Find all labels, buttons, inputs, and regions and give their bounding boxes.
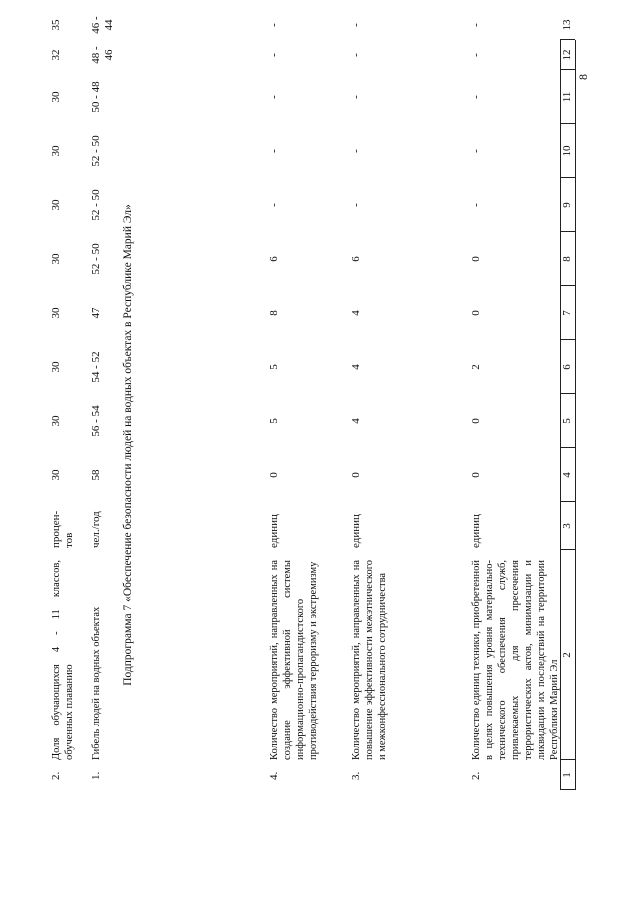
rotated-document-page <box>20 10 620 880</box>
row-value: - <box>350 203 362 207</box>
page-number: 8 <box>576 74 590 80</box>
row-value: 52 - 50 <box>90 135 102 167</box>
row-value: 0 <box>470 310 482 316</box>
row-value: 52 - 50 <box>90 243 102 275</box>
row-value: 30 <box>50 307 62 319</box>
row-value: 0 <box>470 256 482 262</box>
row-value: 8 <box>268 310 280 316</box>
row-value: - <box>470 23 482 27</box>
row-value: 30 <box>50 91 62 103</box>
col-divider <box>560 285 575 286</box>
col-divider <box>560 393 575 394</box>
row-unit: единиц <box>268 514 280 548</box>
row-value: - <box>470 95 482 99</box>
col-divider <box>560 177 575 178</box>
col-divider <box>560 447 575 448</box>
row-description: Гибель людей на водных объектах <box>91 606 102 760</box>
row-value: 5 <box>268 418 280 424</box>
column-header-10: 10 <box>561 145 573 157</box>
row-value: - <box>470 149 482 153</box>
row-value: - <box>470 203 482 207</box>
column-header-5: 5 <box>561 418 573 424</box>
row-value: 58 <box>90 469 102 481</box>
row-value: 46 - 44 <box>90 16 115 34</box>
row-value: - <box>268 53 280 57</box>
row-value: 4 <box>350 364 362 370</box>
col-divider <box>560 69 575 70</box>
row-value: 56 - 54 <box>90 405 102 437</box>
row-value: - <box>350 53 362 57</box>
col-divider <box>560 39 575 40</box>
row-unit: единиц <box>470 514 482 548</box>
row-value: 30 <box>50 415 62 427</box>
column-header-4: 4 <box>561 472 573 478</box>
row-value: 48 - 46 <box>90 46 115 64</box>
column-header-3: 3 <box>561 523 573 529</box>
column-header-6: 6 <box>561 364 573 370</box>
subprogram-title: Подпрограмма 7 «Обеспечение безопасности людей на водных объектах в Республике Марий Эл» <box>122 204 134 686</box>
row-unit: чел./год <box>90 511 102 548</box>
row-value: 2 <box>470 364 482 370</box>
row-value: 6 <box>350 256 362 262</box>
row-value: - <box>268 149 280 153</box>
column-header-2: 2 <box>561 652 573 658</box>
row-value: 30 <box>50 199 62 211</box>
row-unit: процен-тов <box>50 510 75 548</box>
row-value: 30 <box>50 469 62 481</box>
row-unit: единиц <box>350 514 362 548</box>
row-value: - <box>268 23 280 27</box>
row-value: 0 <box>268 472 280 478</box>
row-value: 4 <box>350 310 362 316</box>
row-value: 35 <box>50 19 62 31</box>
col-divider <box>560 549 575 550</box>
row-value: 5 <box>268 364 280 370</box>
row-number: 1. <box>90 771 102 780</box>
column-header-9: 9 <box>561 202 573 208</box>
row-value: - <box>350 149 362 153</box>
column-header-11: 11 <box>561 91 573 103</box>
row-value: 54 - 52 <box>90 351 102 383</box>
row-number: 2. <box>50 771 62 780</box>
row-value: - <box>268 203 280 207</box>
col-divider <box>560 231 575 232</box>
row-value: 30 <box>50 145 62 157</box>
row-description: Количество единиц техники, приобретенной в целях повышения уровня материально-технического обеспечения служб, привлекаемых для пресечения террористических актов, минимизации и ликвидации их последствий на территории Республики Марий Эл <box>471 560 560 760</box>
column-header-13: 13 <box>561 19 573 31</box>
row-value: 30 <box>50 361 62 373</box>
row-value: 52 - 50 <box>90 189 102 221</box>
row-value: 30 <box>50 253 62 265</box>
row-value: 4 <box>350 418 362 424</box>
column-header-1: 1 <box>561 772 573 778</box>
table-header-bottom-border <box>575 40 576 790</box>
row-value: 47 <box>90 307 102 319</box>
col-divider <box>560 123 575 124</box>
row-value: 0 <box>350 472 362 478</box>
row-value: 6 <box>268 256 280 262</box>
row-value: - <box>268 95 280 99</box>
row-description: Количество мероприятий, направленных на создание эффективной системы информационно-пропагандистского противодействия терроризму и экстремизму <box>269 560 319 760</box>
row-number: 4. <box>268 771 280 780</box>
column-header-8: 8 <box>561 256 573 262</box>
row-description: Количество мероприятий, направленных на повышение эффективности межэтнического и межконфессионального сотрудничества <box>351 560 388 760</box>
row-number: 3. <box>350 771 362 780</box>
row-value: - <box>470 53 482 57</box>
col-divider <box>560 501 575 502</box>
column-header-7: 7 <box>561 310 573 316</box>
column-header-12: 12 <box>561 49 573 61</box>
row-value: - <box>350 95 362 99</box>
row-value: 50 - 48 <box>90 81 102 113</box>
row-value: 32 <box>50 49 62 61</box>
row-value: 0 <box>470 418 482 424</box>
row-number: 2. <box>470 771 482 780</box>
col-divider <box>560 759 575 760</box>
row-value: - <box>350 23 362 27</box>
col-divider <box>560 339 575 340</box>
row-value: 0 <box>470 472 482 478</box>
row-description: Доля обучающихся 4 - 11 классов, обученных плаванию <box>51 560 75 760</box>
